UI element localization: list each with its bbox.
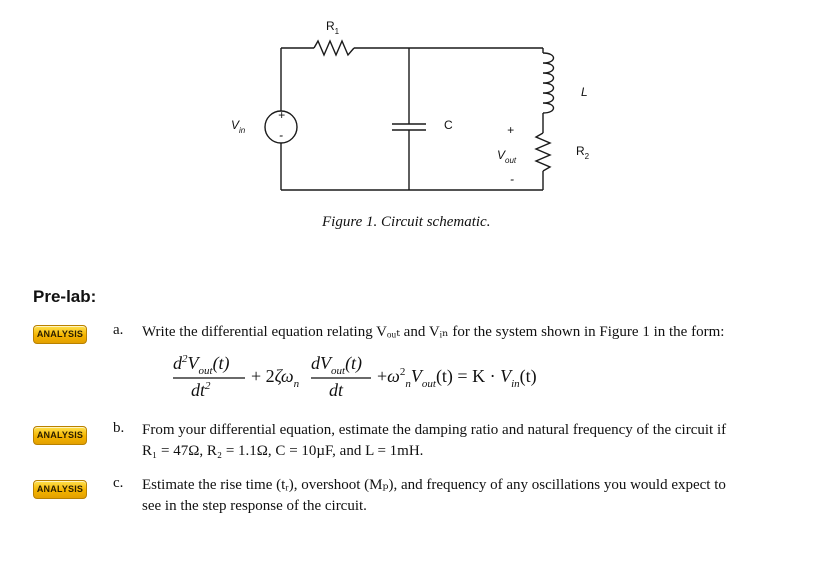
eq-term1-numerator: $d^2V_{out}(t)$ (173, 353, 230, 377)
vin-label: $V_{in}$ (231, 118, 246, 135)
vin-minus: - (279, 128, 283, 142)
analysis-badge-a: ANALYSIS (33, 325, 87, 344)
vout-minus-label: - (510, 172, 514, 186)
r1-label: $R_1$ (326, 19, 340, 36)
resistor-r2 (536, 133, 550, 171)
circuit-schematic (0, 0, 830, 210)
eq-term2-numerator: $dV_{out}(t)$ (311, 353, 363, 377)
differential-equation (173, 351, 693, 403)
item-b-text-line-2: R₁ = 47Ω, R₂ = 1.1Ω, C = 10µF, and L = 1mH. (142, 443, 424, 459)
eq-damping-term: + $2\zeta\omega_n$ (251, 366, 300, 390)
item-a-text: Write the differential equation relating Vₒᵤₜ and Vᵢₙ for the system shown in Figure 1 in the form: (142, 324, 725, 340)
eq-term2-denominator: dt (329, 380, 344, 400)
vout-label: $V_{out}$ (497, 148, 517, 165)
inductor-label: L (581, 85, 588, 99)
item-b-text-line-1: From your differential equation, estimate the damping ratio and natural frequency of the circuit if (142, 422, 727, 438)
item-marker-a: a. (113, 322, 124, 338)
vin-plus: + (278, 108, 286, 122)
vout-plus-label: + (507, 123, 515, 137)
item-c-text-line-1: Estimate the rise time (tᵣ), overshoot (Mₚ), and frequency of any oscillations you would expect to (142, 477, 726, 493)
analysis-badge-b: ANALYSIS (33, 426, 87, 445)
item-marker-b: b. (113, 420, 125, 436)
prelab-heading: Pre-lab: (33, 287, 97, 306)
capacitor-label: C (444, 118, 453, 132)
inductor-l (543, 53, 554, 113)
eq-term1-denominator: $dt^2$ (191, 380, 211, 400)
r2-label: $R_2$ (576, 144, 590, 161)
figure-caption: Figure 1. Circuit schematic. (322, 214, 491, 230)
item-marker-c: c. (113, 475, 124, 491)
item-c-text-line-2: see in the step response of the circuit. (142, 498, 367, 514)
analysis-badge-c: ANALYSIS (33, 480, 87, 499)
eq-frequency-term: $+\omega^2_nV_{out}(t) = K \cdot V_{in}(t)$ (377, 366, 537, 390)
resistor-r1 (314, 41, 354, 55)
